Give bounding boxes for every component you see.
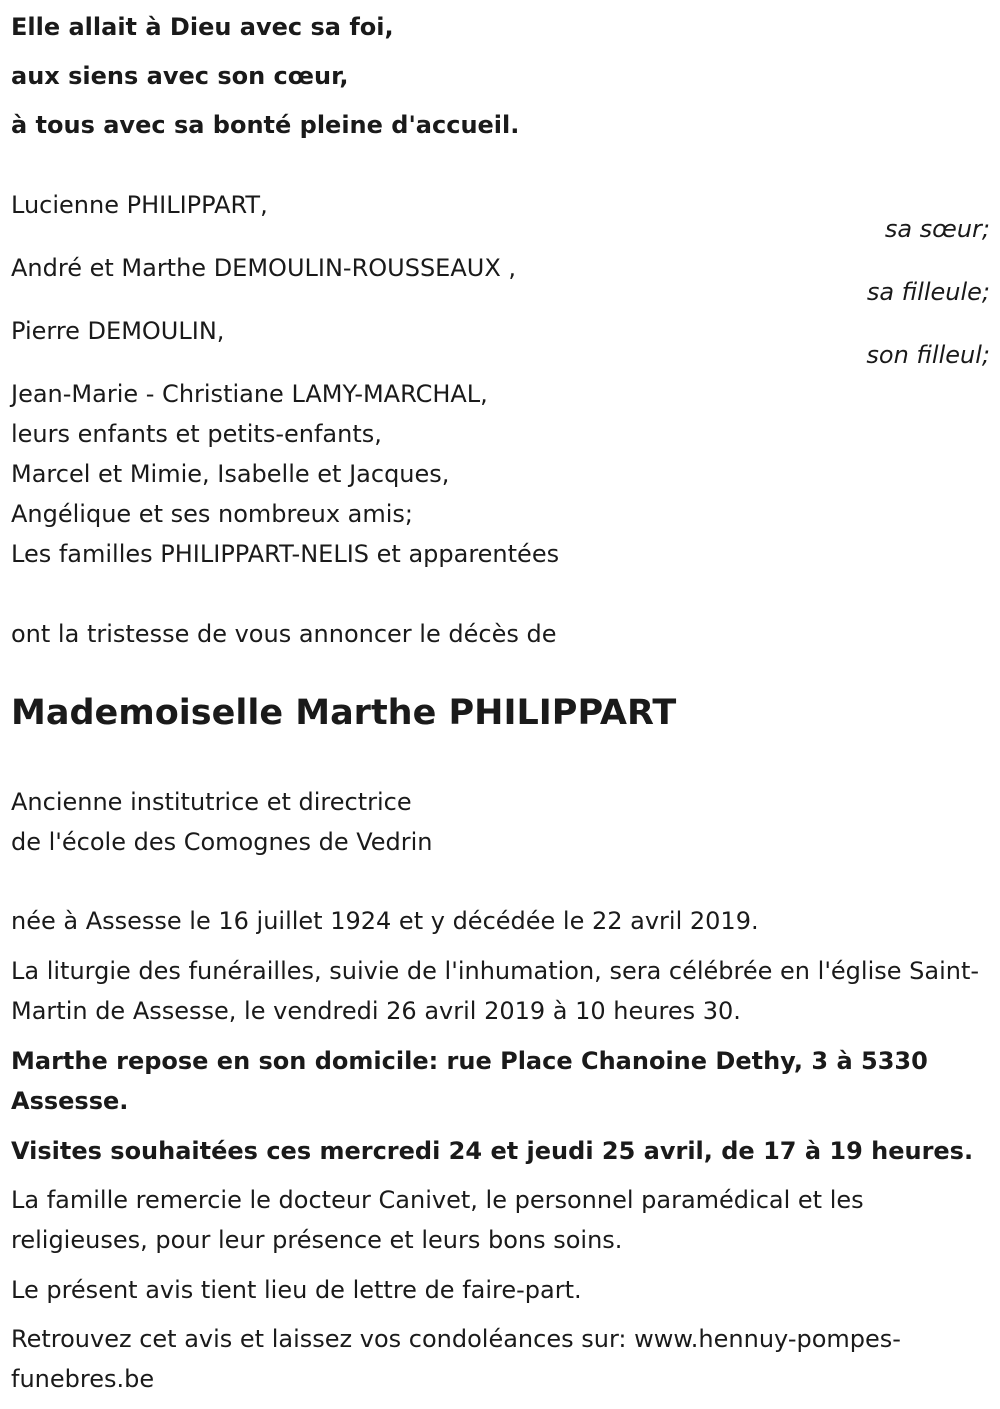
thanks-paragraph: La famille remercie le docteur Canivet, le personnel paramédical et les religieuses, pour leur présence et leurs bons soins. [11,1186,864,1254]
family-name-1: Lucienne PHILIPPART, [11,191,268,219]
family-name-3: Pierre DEMOULIN, [11,317,225,345]
others-line-4: Angélique et ses nombreux amis; [11,500,414,528]
visits-paragraph: Visites souhaitées ces mercredi 24 et jeudi 25 avril, de 17 à 19 heures. [11,1137,974,1165]
deceased-name: Mademoiselle Marthe PHILIPPART [11,693,677,733]
others-line-1: Jean-Marie - Christiane LAMY-MARCHAL, [11,380,488,408]
notice-paragraph: Le présent avis tient lieu de lettre de faire-part. [11,1276,582,1304]
occupation-line-1: Ancienne institutrice et directrice [11,788,412,816]
announcement: ont la tristesse de vous annoncer le décès de [11,620,557,648]
others-line-3: Marcel et Mimie, Isabelle et Jacques, [11,460,450,488]
birth-death: née à Assesse le 16 juillet 1924 et y décédée le 22 avril 2019. [11,907,759,935]
motto-line-1: Elle allait à Dieu avec sa foi, [11,13,394,41]
family-relation-1: sa sœur; [884,215,990,243]
liturgy-paragraph: La liturgie des funérailles, suivie de l'inhumation, sera célébrée en l'église Saint-Martin de Assesse, le vendredi 26 avril 2019 à 10 heures 30. [11,957,980,1025]
rest-place-paragraph: Marthe repose en son domicile: rue Place Chanoine Dethy, 3 à 5330 Assesse. [11,1047,928,1115]
occupation-line-2: de l'école des Comognes de Vedrin [11,828,433,856]
motto-line-3: à tous avec sa bonté pleine d'accueil. [11,111,520,139]
family-name-2: André et Marthe DEMOULIN-ROUSSEAUX , [11,254,517,282]
website-paragraph: Retrouvez cet avis et laissez vos condoléances sur: www.hennuy-pompes-funebres.be [11,1325,901,1393]
family-relation-2: sa filleule; [866,278,990,306]
others-line-5: Les familles PHILIPPART-NELIS et apparentées [11,540,560,568]
others-line-2: leurs enfants et petits-enfants, [11,420,382,448]
motto-line-2: aux siens avec son cœur, [11,62,349,90]
family-relation-3: son filleul; [866,341,990,369]
